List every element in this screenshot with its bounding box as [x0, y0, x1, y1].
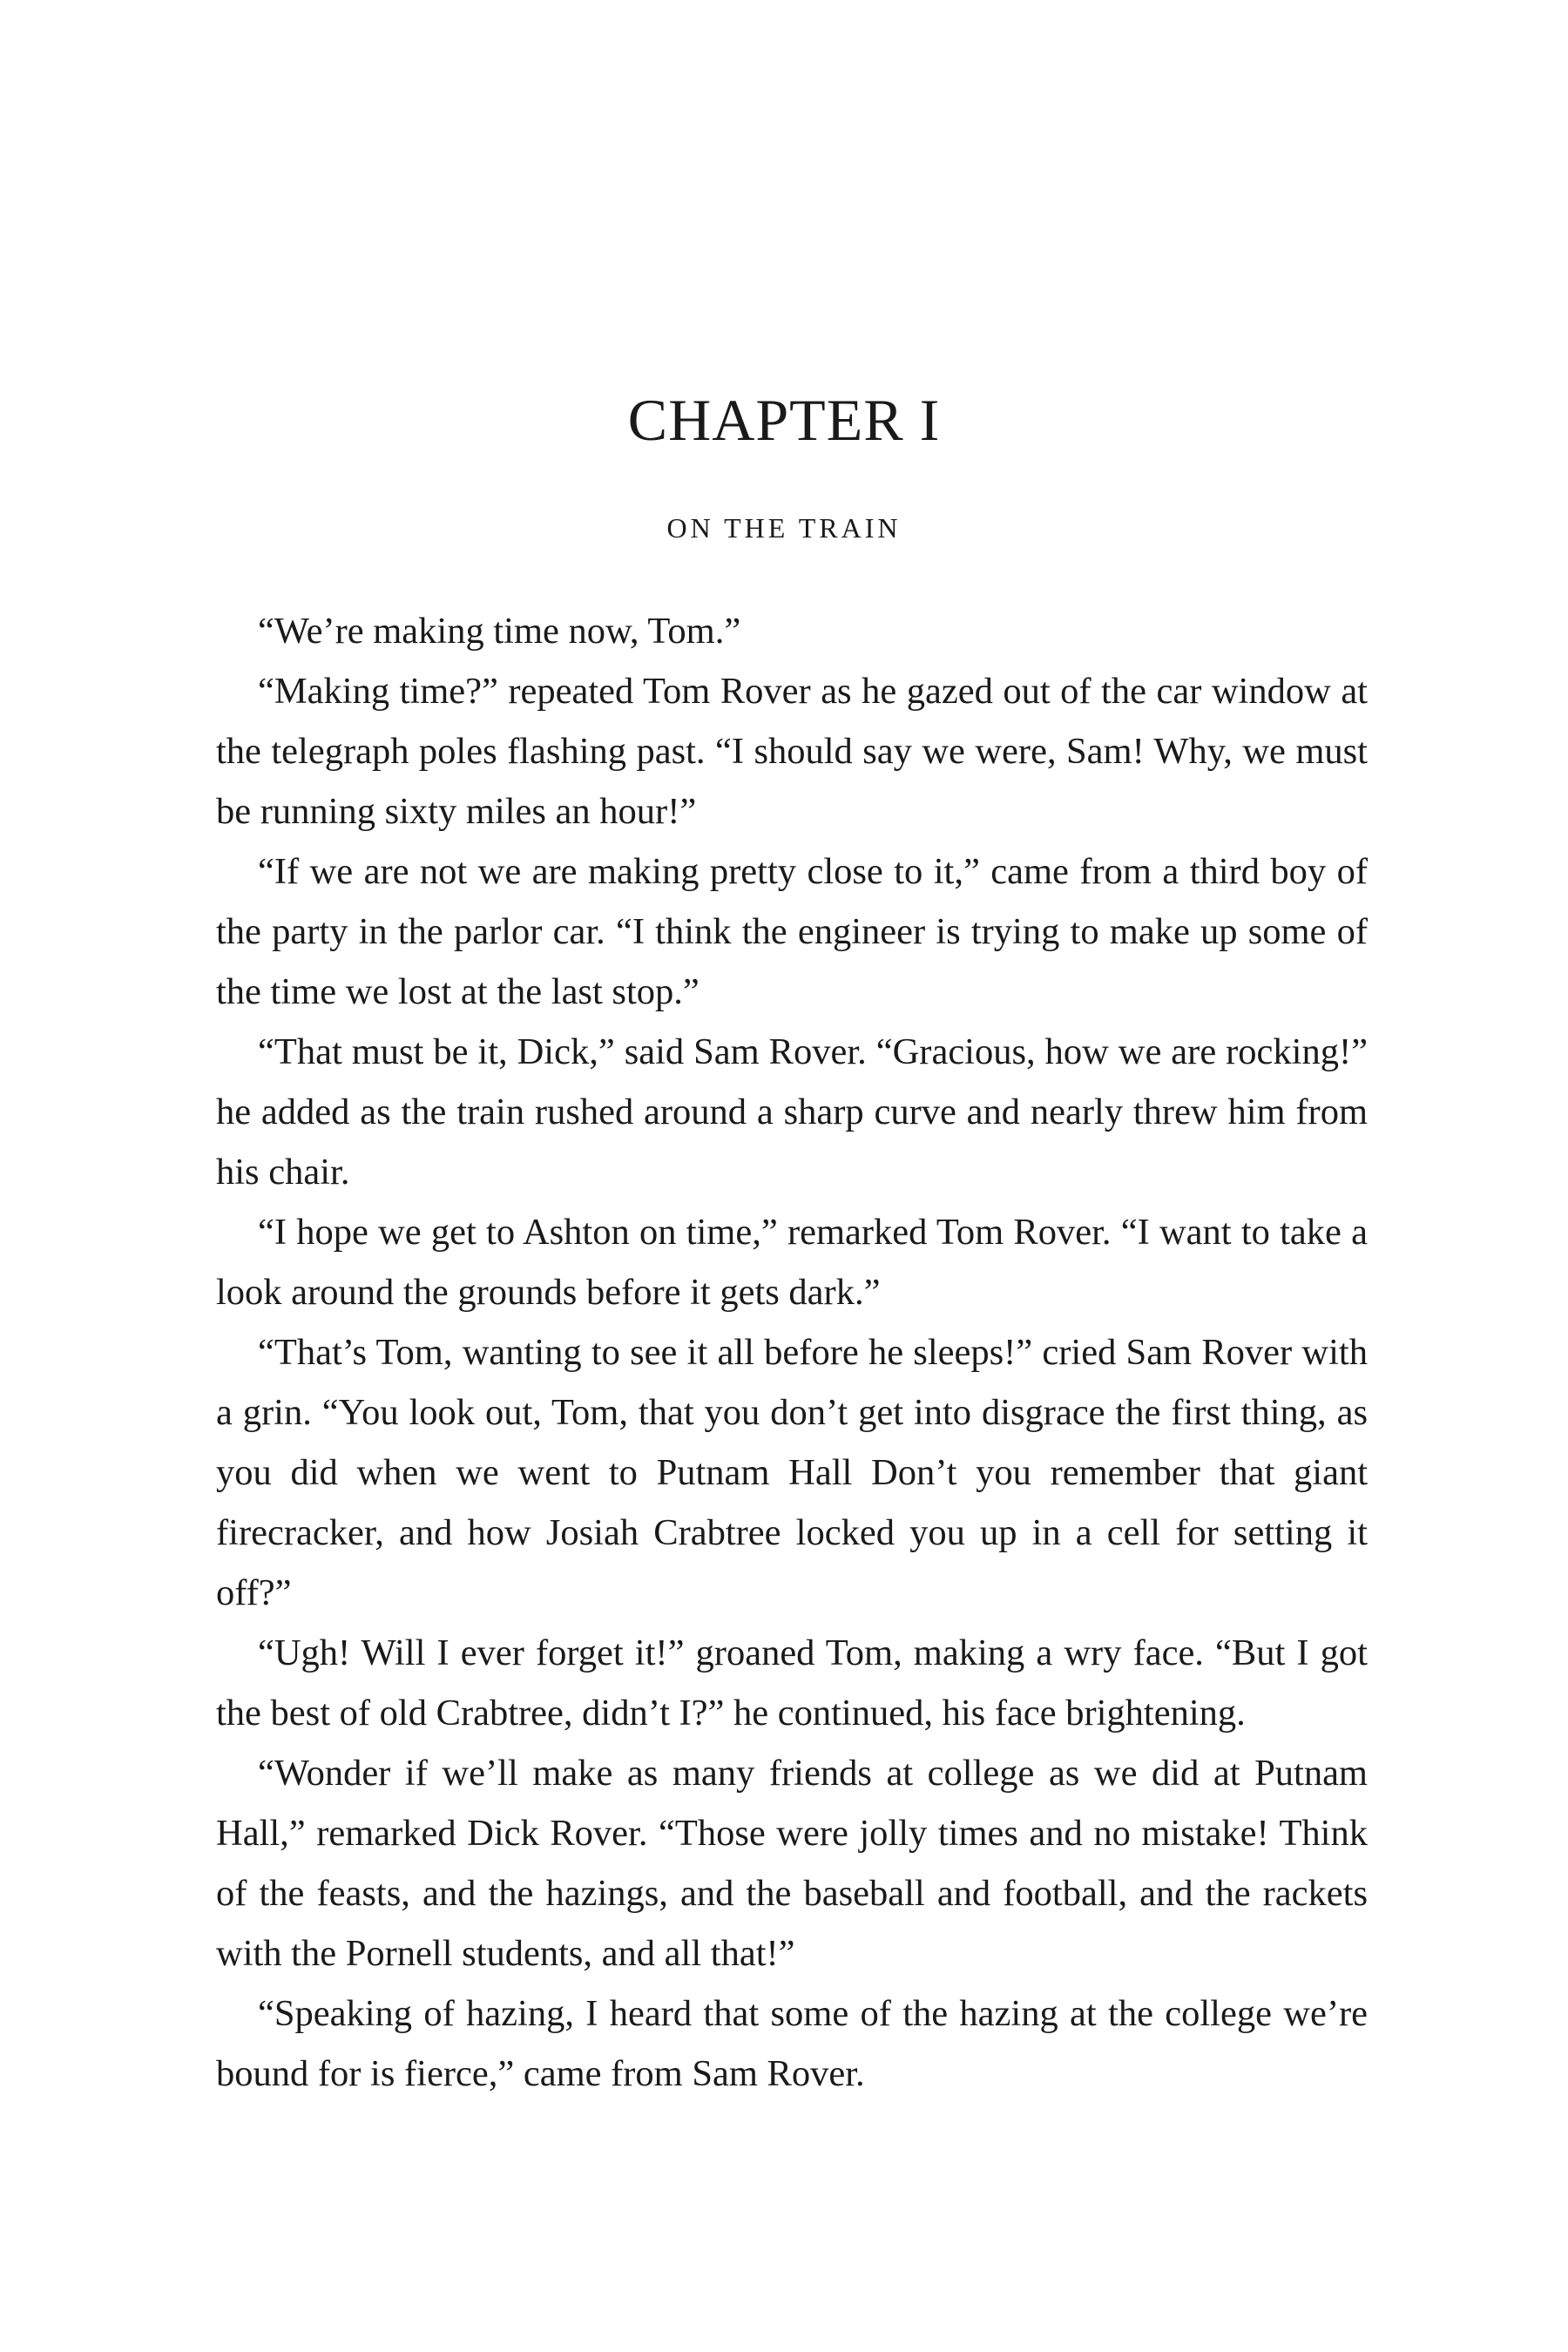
- paragraph: “That’s Tom, wanting to see it all before he sleeps!” cried Sam Rover with a grin. “You look out, Tom, that you don’t get into disgrace the first thing, as you did when we went to Putnam Hall Don’t you remember that giant firecracker, and how Josiah Crabtree locked you up in a cell for setting it off?”: [216, 1332, 1368, 1613]
- paragraph: “We’re making time now, Tom.”: [258, 611, 741, 652]
- paragraph: “I hope we get to Ashton on time,” remarked Tom Rover. “I want to take a look around the grounds before it gets dark.”: [216, 1212, 1368, 1313]
- paragraph: “That must be it, Dick,” said Sam Rover. “Gracious, how we are rocking!” he added as the train rushed around a sharp curve and nearly threw him from his chair.: [216, 1031, 1368, 1193]
- chapter-body: [216, 601, 1368, 2104]
- chapter-title: CHAPTER I: [627, 387, 941, 453]
- chapter-subtitle: ON THE TRAIN: [666, 512, 902, 544]
- paragraph: “Ugh! Will I ever forget it!” groaned Tom, making a wry face. “But I got the best of old Crabtree, didn’t I?” he continued, his face brightening.: [216, 1632, 1368, 1734]
- paragraph: “Speaking of hazing, I heard that some of the hazing at the college we’re bound for is fierce,” came from Sam Rover.: [216, 1993, 1368, 2094]
- paragraph: “Wonder if we’ll make as many friends at college as we did at Putnam Hall,” remarked Dick Rover. “Those were jolly times and no mistake! Think of the feasts, and the hazings, and the baseball and football, and the rackets with the Pornell students, and all that!”: [216, 1753, 1368, 1974]
- paragraph: “If we are not we are making pretty close to it,” came from a third boy of the party in the parlor car. “I think the engineer is trying to make up some of the time we lost at the last stop.”: [216, 851, 1368, 1012]
- paragraph: “Making time?” repeated Tom Rover as he gazed out of the car window at the telegraph poles flashing past. “I should say we were, Sam! Why, we must be running sixty miles an hour!”: [216, 671, 1368, 832]
